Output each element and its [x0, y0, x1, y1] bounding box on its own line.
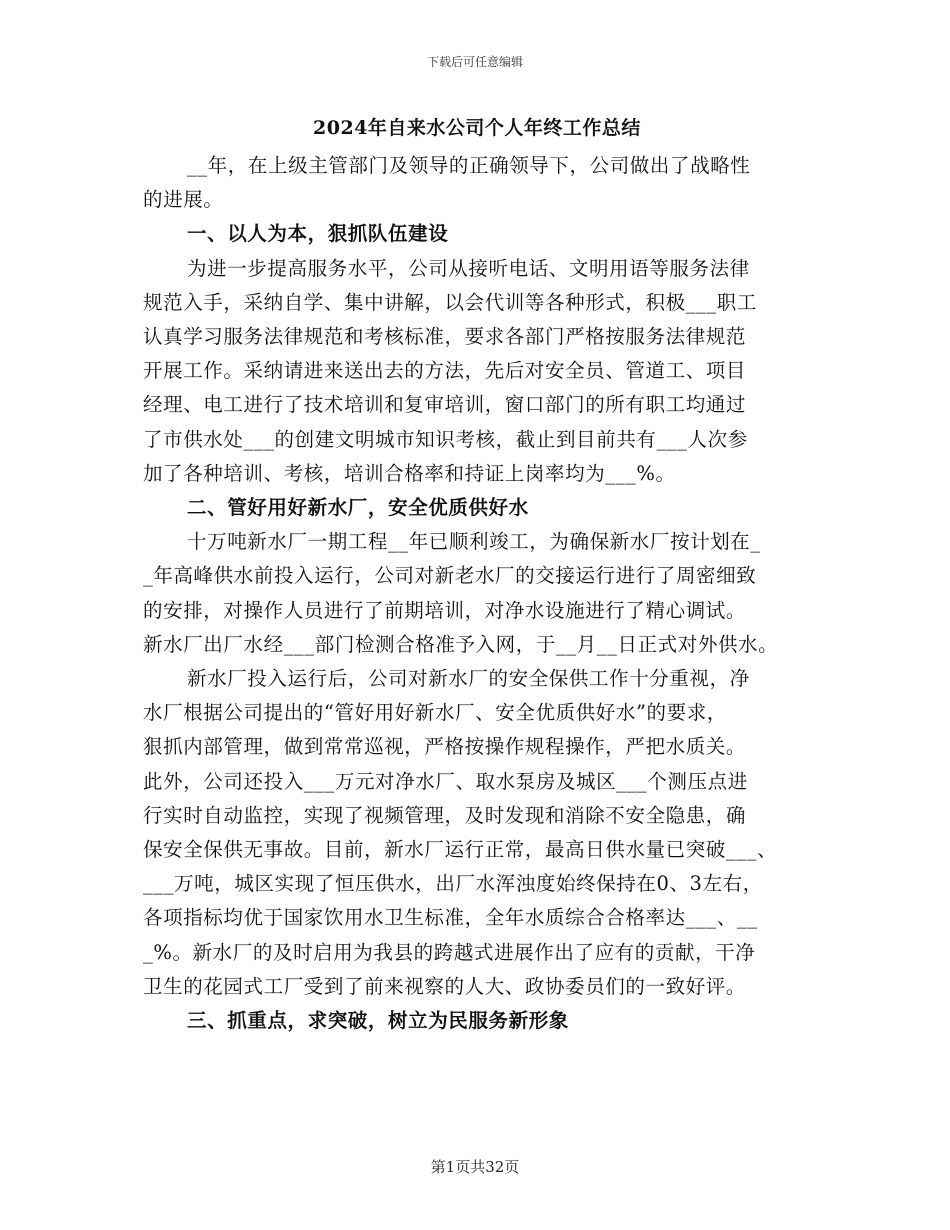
text-line: 开展工作。采纳请进来送出去的方法，先后对安全员、管道工、项目 — [143, 359, 747, 383]
section-heading: 一、以人为本，狠抓队伍建设 — [187, 222, 449, 246]
page-header-note: 下载后可任意编辑 — [426, 55, 523, 69]
text-line: 的安排，对操作人员进行了前期培训，对净水设施进行了精心调试。 — [143, 598, 747, 622]
text-line: 狠抓内部管理，做到常常巡视，严格按操作规程操作，严把水质关。 — [143, 735, 747, 759]
text-line: 新水厂投入运行后，公司对新水厂的安全保供工作十分重视，净 — [187, 667, 750, 691]
text-line: 加了各种培训、考核，培训合格率和持证上岗率均为___%。 — [143, 461, 676, 485]
text-line: 此外，公司还投入___万元对净水厂、取水泵房及城区___个测压点进 — [143, 769, 748, 793]
document-body — [143, 113, 811, 1038]
text-line: 十万吨新水厂一期工程__年已顺利竣工，为确保新水厂按计划在_ — [187, 530, 761, 554]
text-line: 卫生的花园式工厂受到了前来视察的人大、政协委员们的一致好评。 — [143, 974, 747, 998]
page-number: 第1页共32页 — [430, 1158, 520, 1176]
text-line: ___万吨，城区实现了恒压供水，出厂水浑浊度始终保持在0、3左右， — [143, 872, 763, 896]
section-heading: 三、抓重点，求突破，树立为民服务新形象 — [187, 1009, 569, 1033]
text-line: 规范入手，采纳自学、集中讲解，以会代训等各种形式，积极___职工 — [143, 290, 757, 314]
text-line: 保安全保供无事故。目前，新水厂运行正常，最高日供水量已突破___、 — [143, 838, 778, 862]
text-line: 水厂根据公司提出的“管好用好新水厂、安全优质供好水”的要求， — [143, 701, 727, 725]
text-line: 了市供水处___的创建文明城市知识考核，截止到目前共有___人次参 — [143, 427, 748, 451]
document-title: 2024年自来水公司个人年终工作总结 — [313, 117, 641, 139]
text-line: 的进展。 — [143, 188, 224, 212]
section-heading: 二、管好用好新水厂，安全优质供好水 — [187, 496, 529, 520]
text-line: 经理、电工进行了技术培训和复审培训，窗口部门的所有职工均通过 — [143, 393, 747, 417]
text-line: __年，在上级主管部门及领导的正确领导下，公司做出了战略性 — [187, 154, 751, 177]
text-line: _年高峰供水前投入运行，公司对新老水厂的交接运行进行了周密细致 — [143, 564, 757, 588]
text-line: 认真学习服务法律规范和考核标准，要求各部门严格按服务法律规范 — [143, 325, 747, 349]
text-line: 行实时自动监控，实现了视频管理，及时发现和消除不安全隐患，确 — [143, 803, 747, 827]
text-line: 各项指标均优于国家饮用水卫生标准，全年水质综合合格率达___、__ — [143, 906, 758, 930]
text-line: 为进一步提高服务水平，公司从接听电话、文明用语等服务法律 — [187, 256, 750, 280]
text-line: 新水厂出厂水经___部门检测合格准予入网，于__月__日正式对外供水。 — [143, 632, 779, 656]
text-line: _%。新水厂的及时启用为我县的跨越式进展作出了应有的贡献，干净 — [143, 940, 756, 964]
document-paragraphs — [143, 149, 811, 1038]
